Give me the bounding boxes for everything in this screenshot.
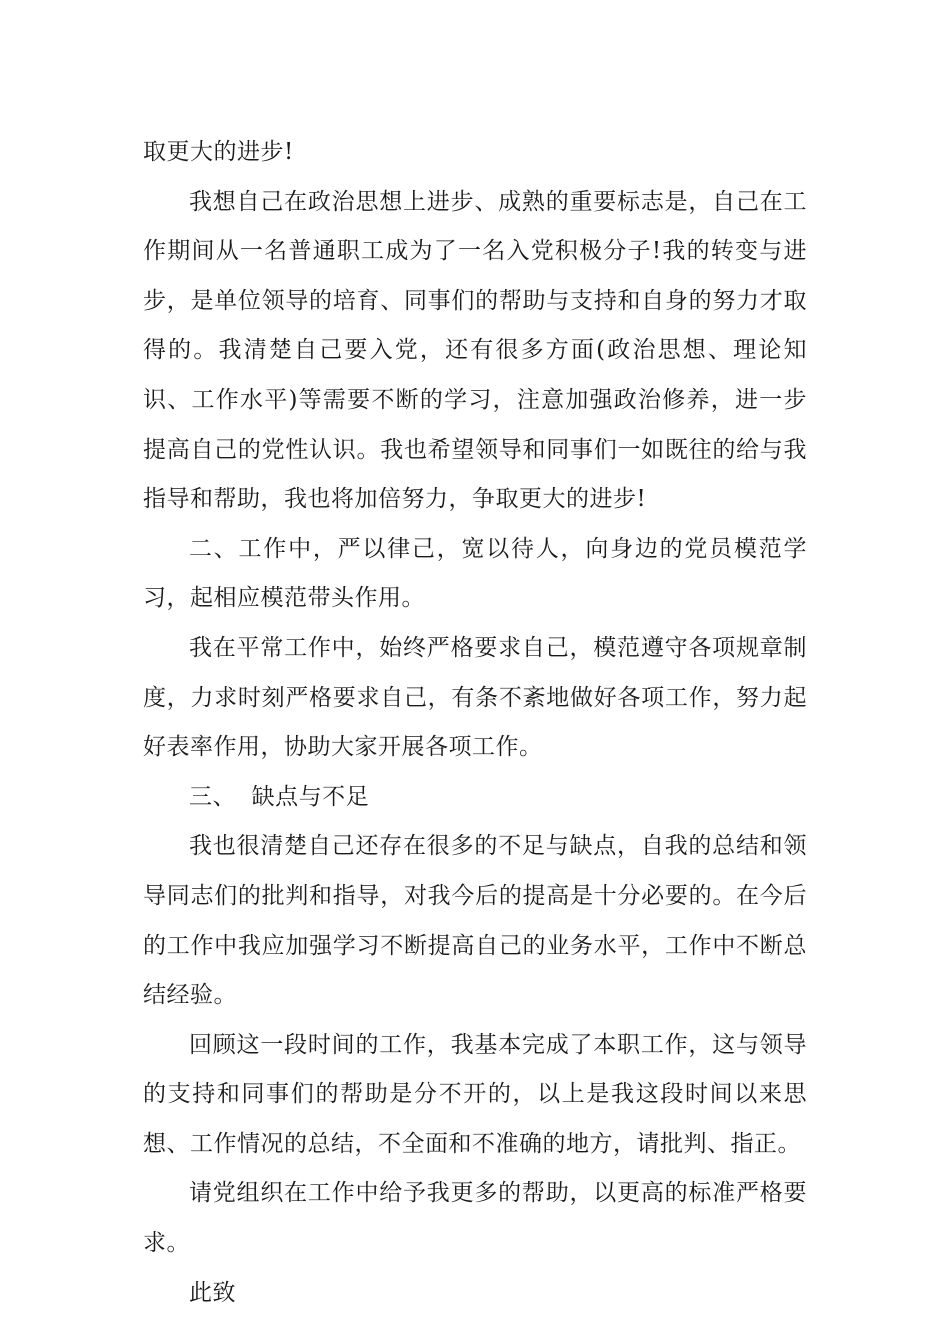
paragraph-political-progress: 我想自己在政治思想上进步、成熟的重要标志是，自己在工作期间从一名普通职工成为了一名入党积极分子!我的转变与进步，是单位领导的培育、同事们的帮助与支持和自身的努力才取得的。我清楚自己要入党，还有很多方面(政治思想、理论知识、工作水平)等需要不断的学习，注意加强政治修养，进一步提高自己的党性认识。我也希望领导和同事们一如既往的给与我指导和帮助，我也将加倍努力，争取更大的进步! (143, 188, 807, 513)
paragraph-shortcomings: 我也很清楚自己还存在很多的不足与缺点，自我的总结和领导同志们的批判和指导，对我今后的提高是十分必要的。在今后的工作中我应加强学习不断提高自己的业务水平，工作中不断总结经验。 (143, 833, 807, 1009)
paragraph-continuation: 取更大的进步! (143, 139, 294, 165)
paragraph-review: 回顾这一段时间的工作，我基本完成了本职工作，这与领导的支持和同事们的帮助是分不开的，以上是我这段时间以来思想、工作情况的总结，不全面和不准确的地方，请批判、指正。 (143, 1031, 807, 1157)
paragraph-request: 请党组织在工作中给予我更多的帮助，以更高的标准严格要求。 (143, 1180, 807, 1257)
document-body (143, 128, 807, 1318)
section-heading-shortcomings: 三、 缺点与不足 (189, 783, 370, 810)
section-heading-work: 二、工作中，严以律己，宽以待人，向身边的党员模范学习，起相应模范带头作用。 (143, 535, 807, 612)
paragraph-work-conduct: 我在平常工作中，始终严格要求自己，模范遵守各项规章制度，力求时刻严格要求自己，有条不紊地做好各项工作，努力起好表率作用，协助大家开展各项工作。 (143, 634, 807, 761)
closing-salutation: 此致 (189, 1279, 236, 1306)
